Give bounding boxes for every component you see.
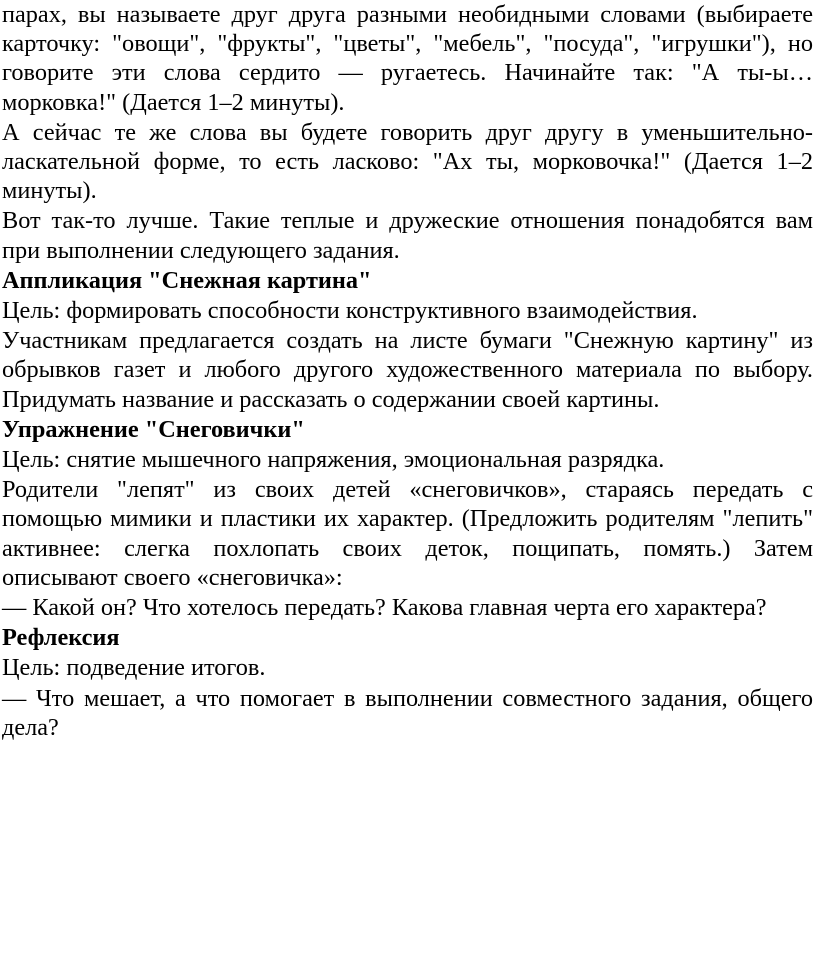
heading-snow-picture: Аппликация "Снежная картина" [2,266,372,294]
paragraph-affectionate-form: А сейчас те же слова вы будете говорить друг другу в уменьшительно-ласкательной форме, то есть ласково: "Ах ты, морковочка!" (Дается 1–2 минуты). [2,118,813,205]
paragraph-name-calling-game: парах, вы называете друг друга разными необидными словами (выбираете карточку: "овощи", "фрукты", "цветы", "мебель", "посуда", "игрушки"), но говорите эти слова сердито — ругаетесь. Начинайте так: "А ты-ы… морковка!" (Дается 1–2 минуты). [2,1,813,116]
paragraph-reflection-question: — Что мешает, а что помогает в выполнении совместного задания, общего дела? [2,684,813,741]
heading-reflection: Рефлексия [2,624,120,652]
paragraph-reflection-goal: Цель: подведение итогов. [2,654,266,682]
paragraph-snow-picture-task: Участникам предлагается создать на листе бумаги "Снежную картину" из обрывков газет и любого другого художественного материала по выбору. Придумать название и рассказать о содержании своей картины. [2,327,813,413]
paragraph-snow-picture-goal: Цель: формировать способности конструктивного взаимодействия. [2,297,698,325]
paragraph-snowmen-task: Родители "лепят" из своих детей «снеговичков», стараясь передать с помощью мимики и пластики их характер. (Предложить родителям "лепить" активнее: слегка похлопать своих деток, пощипать, помять.) Затем описывают своего «снеговичка»: [2,476,813,591]
paragraph-snowmen-goal: Цель: снятие мышечного напряжения, эмоциональная разрядка. [2,446,665,474]
paragraph-warm-relations: Вот так-то лучше. Такие теплые и дружеские отношения понадобятся вам при выполнении следующего задания. [2,207,813,264]
paragraph-snowmen-questions: — Какой он? Что хотелось передать? Какова главная черта его характера? [2,594,767,622]
heading-snowmen-exercise: Упражнение "Снеговички" [2,415,305,443]
